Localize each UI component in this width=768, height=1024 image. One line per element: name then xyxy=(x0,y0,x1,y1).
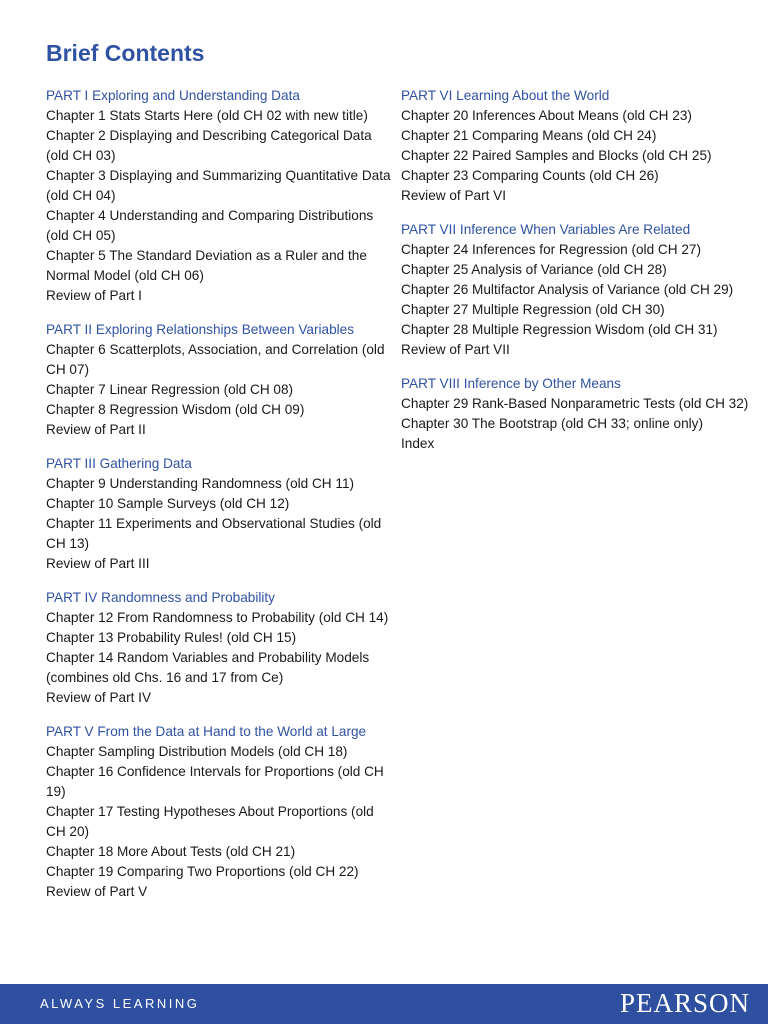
toc-entry: Chapter 13 Probability Rules! (old CH 15) xyxy=(46,630,297,645)
toc-entry: Chapter 21 Comparing Means (old CH 24) xyxy=(401,128,657,143)
toc-entry: Chapter 11 Experiments and Observational Studies (old CH 13) xyxy=(46,516,382,551)
toc-entry: Review of Part III xyxy=(46,556,150,571)
toc-entry: Review of Part VI xyxy=(401,188,507,203)
pearson-logo: PEARSON xyxy=(619,988,750,1018)
toc-entry: Chapter 26 Multifactor Analysis of Variance (old CH 29) xyxy=(401,282,734,297)
toc-entry: Chapter 25 Analysis of Variance (old CH 28) xyxy=(401,262,667,277)
toc-entry: Chapter 24 Inferences for Regression (old CH 27) xyxy=(401,242,701,257)
toc-entry: Index xyxy=(401,436,435,451)
toc-entry: Chapter 6 Scatterplots, Association, and Correlation (old CH 07) xyxy=(46,342,385,377)
toc-entry: Chapter 12 From Randomness to Probability (old CH 14) xyxy=(46,610,389,625)
toc-entry: Chapter 16 Confidence Intervals for Proportions (old CH 19) xyxy=(46,764,384,799)
part-section xyxy=(401,86,763,206)
part-section xyxy=(46,86,396,306)
toc-entry: Chapter 1 Stats Starts Here (old CH 02 with new title) xyxy=(46,108,368,123)
toc-entry: Review of Part I xyxy=(46,288,142,303)
toc-entry: Chapter 28 Multiple Regression Wisdom (old CH 31) xyxy=(401,322,718,337)
part-heading: PART IV Randomness and Probability xyxy=(46,590,275,605)
toc-entry: Chapter 23 Comparing Counts (old CH 26) xyxy=(401,168,659,183)
toc-entry: Review of Part II xyxy=(46,422,146,437)
toc-entry: Chapter 29 Rank-Based Nonparametric Tests (old CH 32) xyxy=(401,396,749,411)
footer-bar xyxy=(0,984,768,1024)
toc-entry: Chapter 22 Paired Samples and Blocks (old CH 25) xyxy=(401,148,712,163)
toc-entry: Chapter 10 Sample Surveys (old CH 12) xyxy=(46,496,290,511)
footer-tagline: ALWAYS LEARNING xyxy=(40,996,200,1011)
toc-entry: Chapter 2 Displaying and Describing Categorical Data (old CH 03) xyxy=(46,128,372,163)
part-section xyxy=(46,722,396,902)
part-section xyxy=(46,454,396,574)
left-column xyxy=(46,86,396,916)
toc-entry: Chapter 7 Linear Regression (old CH 08) xyxy=(46,382,294,397)
toc-entry: Chapter 5 The Standard Deviation as a Ruler and the Normal Model (old CH 06) xyxy=(46,248,367,283)
toc-entry: Chapter 30 The Bootstrap (old CH 33; online only) xyxy=(401,416,704,431)
part-section xyxy=(46,588,396,708)
part-section xyxy=(401,374,763,454)
part-heading: PART V From the Data at Hand to the World at Large xyxy=(46,724,367,739)
toc-entry: Chapter Sampling Distribution Models (old CH 18) xyxy=(46,744,348,759)
toc-entry: Chapter 9 Understanding Randomness (old CH 11) xyxy=(46,476,355,491)
toc-entry: Chapter 19 Comparing Two Proportions (old CH 22) xyxy=(46,864,359,879)
part-section xyxy=(401,220,763,360)
part-heading: PART III Gathering Data xyxy=(46,456,192,471)
page-title: Brief Contents xyxy=(46,40,205,66)
toc-entry: Review of Part VII xyxy=(401,342,510,357)
toc-entry: Chapter 20 Inferences About Means (old CH 23) xyxy=(401,108,692,123)
part-heading: PART I Exploring and Understanding Data xyxy=(46,88,300,103)
part-heading: PART VII Inference When Variables Are Related xyxy=(401,222,691,237)
toc-entry: Chapter 4 Understanding and Comparing Distributions (old CH 05) xyxy=(46,208,374,243)
right-column xyxy=(401,86,763,468)
part-section xyxy=(46,320,396,440)
toc-entry: Review of Part IV xyxy=(46,690,152,705)
toc-entry: Chapter 14 Random Variables and Probability Models (combines old Chs. 16 and 17 from Ce) xyxy=(46,650,370,685)
toc-entry: Review of Part V xyxy=(46,884,148,899)
toc-entry: Chapter 17 Testing Hypotheses About Proportions (old CH 20) xyxy=(46,804,374,839)
toc-entry: Chapter 8 Regression Wisdom (old CH 09) xyxy=(46,402,305,417)
part-heading: PART II Exploring Relationships Between Variables xyxy=(46,322,355,337)
toc-entry: Chapter 27 Multiple Regression (old CH 30) xyxy=(401,302,665,317)
part-heading: PART VI Learning About the World xyxy=(401,88,610,103)
toc-entry: Chapter 3 Displaying and Summarizing Quantitative Data (old CH 04) xyxy=(46,168,391,203)
toc-entry: Chapter 18 More About Tests (old CH 21) xyxy=(46,844,296,859)
part-heading: PART VIII Inference by Other Means xyxy=(401,376,621,391)
